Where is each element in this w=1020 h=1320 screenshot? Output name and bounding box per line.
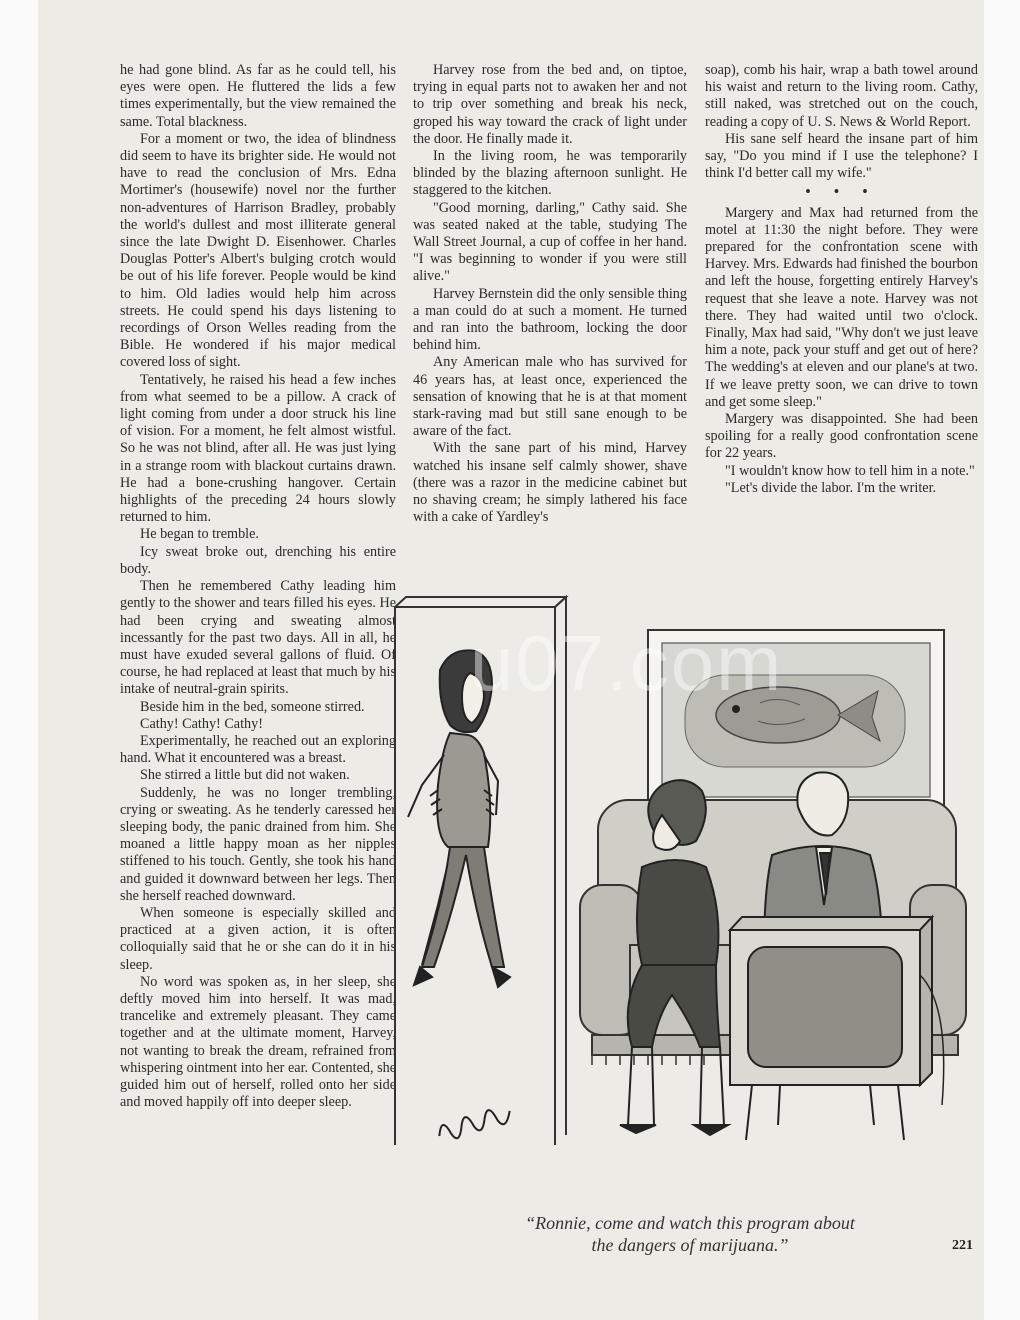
- text-column-1: [120, 62, 396, 1111]
- paragraph: "Let's divide the labor. I'm the writer.: [725, 479, 937, 496]
- cartoon-illustration: [380, 585, 970, 1165]
- paragraph: he had gone blind. As far as he could tell, his eyes were open. He fluttered the lids a few times experimentally, but the view remained the same. Total blackness.: [120, 62, 396, 130]
- paragraph: Margery and Max had returned from the motel at 11:30 the night before. They were prepared for the confrontation scene with Harvey. Mrs. Edwards had finished the bourbon and left the house, forgetting entirely Harvey's request that she leave a note. Harvey was not there. They had waited until two o'clock. Finally, Max had said, "Why don't we just leave him a note, pack your stuff and get out of here? The wedding's at eleven and our plane's at two. If we leave pretty soon, we can drive to town and get some sleep.": [705, 204, 978, 410]
- paragraph: Icy sweat broke out, drenching his entire body.: [120, 543, 396, 577]
- television-set: [730, 917, 944, 1140]
- paragraph: Suddenly, he was no longer trembling, crying or sweating. As he tenderly caressed her sleeping body, the panic drained from him. She moaned a little happy moan as her nipples stiffened to his touch. Gently, she took his hand and guided it downward between her legs. Then she herself reached downward.: [120, 784, 396, 904]
- paragraph: Harvey Bernstein did the only sensible thing a man could do at such a moment. He turned and ran into the bathroom, locking the door behind him.: [413, 285, 687, 354]
- section-separator: • • •: [805, 184, 878, 201]
- paragraph: He began to tremble.: [140, 526, 259, 543]
- paragraph: She stirred a little but did not waken.: [140, 767, 350, 784]
- paragraph: "Good morning, darling," Cathy said. She was seated naked at the table, studying The Wall Street Journal, a cup of coffee in her hand. "I was beginning to wonder if you were still alive.": [413, 199, 687, 285]
- paragraph: Experimentally, he reached out an exploring hand. What it encountered was a breast.: [120, 732, 396, 767]
- leaping-man-figure: [408, 650, 510, 987]
- paragraph: Harvey rose from the bed and, on tiptoe, trying in equal parts not to awaken her and not to trip over something and break his neck, groped his way toward the crack of light under the door. He finally made it.: [413, 62, 687, 147]
- cartoon-caption: [470, 1212, 910, 1256]
- paragraph: Margery was disappointed. She had been spoiling for a really good confrontation scene for 22 years.: [705, 411, 978, 462]
- caption-line-1: “Ronnie, come and watch this program about: [525, 1213, 855, 1233]
- paragraph: No word was spoken as, in her sleep, she deftly moved him into herself. It was mad, trancelike and extremely pleasant. They came together and at the ultimate moment, Harvey, not wanting to break the dream, refrained from whispering ointment into her ear. Contented, she guided him out of herself, rolled onto her side and moved happily off into deeper sleep.: [120, 973, 396, 1111]
- text-column-2: [413, 62, 687, 526]
- paragraph: When someone is especially skilled and practiced at a given action, it is often colloquially said that he or she can do it in his sleep.: [120, 904, 396, 973]
- paragraph: For a moment or two, the idea of blindness did seem to have its brighter side. He would not have to read the conclusion of Mrs. Edna Mortimer's (housewife) novel nor the further non-adventures of Harrison Bradley, probably the world's dullest and most illiterate general since the late Dwight D. Eisenhower. Charles Douglas Potter's Albert's bulging crotch would be out of his life forever. People would be kind to him. Old ladies would help him across streets. He could spend his days listening to recordings of Orson Welles reading from the Bible. He wondered if his major medical covered loss of sight.: [120, 130, 396, 371]
- caption-line-2: the dangers of marijuana.”: [591, 1235, 789, 1255]
- paragraph: "I wouldn't know how to tell him in a note.": [725, 462, 975, 479]
- paragraph: Any American male who has survived for 46 years has, at least once, experienced the sensation of knowing that he is at that moment stark-raving mad but still sane enough to be aware of the fact.: [413, 354, 687, 440]
- paragraph: Then he remembered Cathy leading him gently to the shower and tears filled his eyes. He had been crying and sweating almost incessantly for the past two days. All in all, he must have exuded several gallons of fluid. Of course, he had replaced at least that much by his intake of neutral-grain spirits.: [120, 578, 396, 698]
- watermark-text: u07.com: [470, 619, 784, 707]
- page-number: 221: [952, 1238, 973, 1253]
- paragraph: soap), comb his hair, wrap a bath towel around his waist and return to the living room. Cathy, still naked, was stretched out on the couch, reading a copy of U. S. News & World Report.: [705, 62, 978, 130]
- paragraph: Beside him in the bed, someone stirred.: [140, 698, 365, 715]
- paragraph: In the living room, he was temporarily blinded by the blazing afternoon sunlight. He staggered to the kitchen.: [413, 148, 687, 199]
- text-column-3: [705, 62, 978, 497]
- paragraph: With the sane part of his mind, Harvey watched his insane self calmly shower, shave (there was a razor in the medicine cabinet but no shaving cream; he simply lathered his face with a cake of Yardley's: [413, 440, 687, 526]
- paragraph: Cathy! Cathy! Cathy!: [140, 715, 263, 732]
- paragraph: Tentatively, he raised his head a few inches from what seemed to be a pillow. A crack of light coming from under a door struck his line of vision. For a moment, he felt almost wistful. So he was not blind, after all. He was just lying in a strange room with blackout curtains drawn. He had a bone-crushing hangover. Certain highlights of the preceding 24 hours slowly returned to him.: [120, 371, 396, 526]
- paragraph: His sane self heard the insane part of him say, "Do you mind if I use the telephone? I think I'd better call my wife.": [705, 130, 978, 182]
